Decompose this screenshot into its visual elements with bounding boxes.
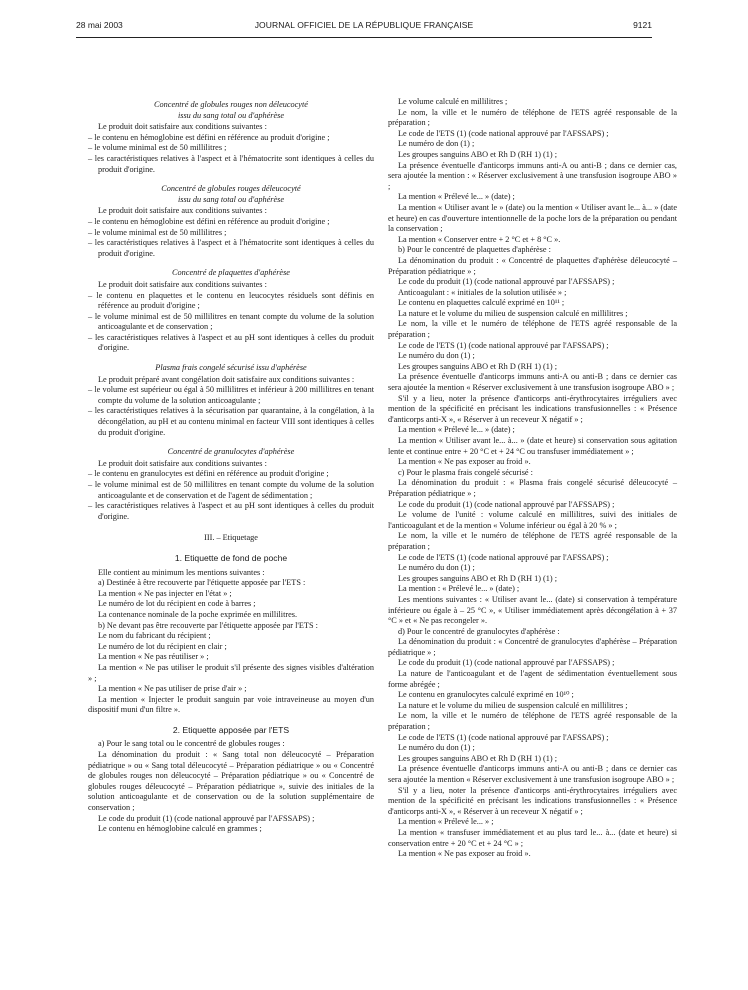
paragraph: La nature et le volume du milieu de suspension calculé en millilitres ; [398,308,628,318]
list-item: – le contenu en granulocytes est défini en référence au produit d'origine ; [88,469,374,480]
list-item: – les caractéristiques relatives à l'aspect et au pH sont identiques à celles du produit d'origine. [88,333,374,354]
paragraph: a) Pour le sang total ou le concentré de globules rouges : [98,739,285,749]
paragraph: La nature et le volume du milieu de suspension calculé en millilitres ; [398,700,628,710]
paragraph: Anticoagulant : « initiales de la solution utilisée » ; [398,287,567,297]
list-item: – les caractéristiques relatives à l'aspect et à l'hématocrite sont identiques à celles du produit d'origine. [88,154,374,175]
paragraph: Les groupes sanguins ABO et Rh D (RH 1) (1) ; [398,573,558,583]
paragraph: La présence éventuelle d'anticorps immuns anti-A ou anti-B ; dans ce dernier cas sera ajoutée la mention « Réserver exclusivement à une transfusion isogroupe ABO » ; [388,764,677,784]
paragraph: Le code de l'ETS (1) (code national approuvé par l'AFSSAPS) ; [398,128,609,138]
paragraph: La mention : « Prélevé le... » (date) ; [398,584,520,594]
paragraph: La dénomination du produit : « Concentré de granulocytes d'aphérèse – Préparation pédiatrique » ; [388,637,677,657]
paragraph: Le volume calculé en millilitres ; [398,97,508,106]
paragraph: a) Destinée à être recouverte par l'étiquette apposée par l'ETS : [98,578,306,588]
list-item: – les caractéristiques relatives à l'aspect et au pH sont identiques à celles du produit d'origine. [88,501,374,522]
list-item: – le contenu en plaquettes et le contenu en leucocytes résiduels sont définis en référence au produit d'origine ; [88,291,374,312]
section-title: Plasma frais congelé sécurisé issu d'aphérèse [155,363,307,373]
paragraph: La mention « Prélevé le... » ; [398,817,494,827]
list-item: – les caractéristiques relatives à l'aspect et à l'hématocrite sont identiques à celles du produit d'origine. [88,238,374,259]
paragraph: La mention « Ne pas exposer au froid ». [398,849,531,859]
paragraph: La mention « Ne pas injecter en l'état » ; [98,588,232,598]
list-item: – le contenu en hémoglobine est défini en référence au produit d'origine ; [88,217,374,228]
paragraph: Le numéro du don (1) ; [398,563,475,573]
paragraph: Le code de l'ETS (1) (code national approuvé par l'AFSSAPS) ; [398,340,609,350]
paragraph: La mention « Ne pas exposer au froid ». [398,457,531,467]
paragraph: c) Pour le plasma frais congelé sécurisé : [398,467,533,477]
paragraph: Le code du produit (1) (code national approuvé par l'AFSSAPS) ; [98,813,315,823]
paragraph: Le contenu en granulocytes calculé exprimé en 10¹⁰ ; [398,690,574,700]
paragraph: La présence éventuelle d'anticorps immuns anti-A ou anti-B ; dans ce dernier cas, sera ajoutée la mention : « Réserver exclusivement à une transfusion isogroupe ABO » ; [388,160,677,191]
paragraph: La mention « Ne pas utiliser le produit s'il présente des signes visibles d'altération » ; [88,662,374,683]
paragraph: Le code de l'ETS (1) (code national approuvé par l'AFSSAPS) ; [398,552,609,562]
page-number: 9121 [633,20,652,30]
paragraph: La mention « transfuser immédiatement et au plus tard le... à... (date et heure) si conservation entre + 20 °C et + 24 °C » ; [388,827,677,848]
paragraph: Le contenu en plaquettes calculé exprimé en 10¹¹ ; [398,298,565,308]
paragraph: Le numéro de lot du récipient en code à barres ; [98,599,256,609]
paragraph: Les groupes sanguins ABO et Rh D (RH 1) (1) ; [398,361,558,371]
paragraph: La présence éventuelle d'anticorps immuns anti-A ou anti-B ; dans ce dernier cas sera ajoutée la mention « Réserver exclusivement à une transfusion isogroupe ABO » ; [388,372,677,393]
paragraph: La mention « Conserver entre + 2 °C et + 8 °C ». [398,234,561,244]
paragraph: Le code du produit (1) (code national approuvé par l'AFSSAPS) ; [398,499,615,509]
paragraph: Le code du produit (1) (code national approuvé par l'AFSSAPS) ; [398,658,615,668]
journal-title: JOURNAL OFFICIEL DE LA RÉPUBLIQUE FRANÇAISE [254,20,474,30]
paragraph: d) Pour le concentré de granulocytes d'aphérèse : [398,626,560,636]
section-intro: Le produit doit satisfaire aux conditions suivantes : [98,206,267,216]
section-title: Concentré de globules rouges déleucocyté [161,184,301,194]
part-heading: III. – Etiquetage [204,533,258,543]
list-item: – le volume est supérieur ou égal à 50 millilitres et inférieur à 200 millilitres en tenant compte du volume de la solution anticoagulante ; [88,385,374,406]
paragraph: La mention « Prélevé le... » (date) ; [398,192,515,202]
paragraph: Elle contient au minimum les mentions suivantes : [98,567,265,577]
paragraph: Le nom du fabricant du récipient ; [98,631,211,641]
paragraph: Le code du produit (1) (code national approuvé par l'AFSSAPS) ; [398,277,615,287]
paragraph: La mention « Injecter le produit sanguin par voie intraveineuse au moyen d'un dispositif muni d'un filtre ». [88,694,374,715]
paragraph: Le code de l'ETS (1) (code national approuvé par l'AFSSAPS) ; [398,732,609,742]
paragraph: Le numéro de lot du récipient en clair ; [98,641,227,651]
paragraph: La mention « Prélevé le... » (date) ; [398,425,515,435]
section-intro: Le produit doit satisfaire aux conditions suivantes : [98,279,267,289]
list-item: – les caractéristiques relatives à la sécurisation par quarantaine, à la congélation, à la décongélation, au pH et au contenu minimal en facteur VIII sont identiques à celles du produit d'origine. [88,406,374,438]
paragraph: La mention « Utiliser avant le » (date) ou la mention « Utiliser avant le... à... » (date et heure) en cas d'ouverture intentionnelle de la poche lors de la préparation ou pendant la conservation ; [388,202,677,234]
paragraph: La dénomination du produit : « Plasma frais congelé sécurisé déleucocyté – Préparation pédiatrique » ; [388,478,677,498]
paragraph: La mention « Ne pas utiliser de prise d'air » ; [98,684,247,694]
list-item: – le volume minimal est de 50 millilitres ; [88,228,374,239]
paragraph: Le numéro du don (1) ; [398,351,475,361]
paragraph: Le numéro du don (1) ; [398,743,475,753]
paragraph: Les groupes sanguins ABO et Rh D (RH 1) (1) ; [398,149,558,159]
paragraph: Le nom, la ville et le numéro de téléphone de l'ETS agréé responsable de la préparation ; [388,107,677,128]
section-subtitle: issu du sang total ou d'aphérèse [177,110,285,120]
paragraph: Les mentions suivantes : « Utiliser avant le... (date) si conservation à température inférieure ou égale à – 25 °C », « Utiliser immédiatement après décongélation à + 37 °C » et « Ne pas recongeler ». [388,594,677,626]
page-header [76,20,652,36]
paragraph: Le numéro de don (1) ; [398,139,475,149]
list-item: – le volume minimal est de 50 millilitres ; [88,143,374,154]
paragraph: Le volume de l'unité : volume calculé en millilitres, suivi des initiales de l'anticoagulant et de la mention « Volume inférieur ou égal à 20 % » ; [388,510,677,530]
header-date: 28 mai 2003 [76,20,123,30]
section-title: Concentré de globules rouges non déleucocyté [154,100,308,109]
paragraph: La contenance nominale de la poche exprimée en millilitres. [98,609,298,619]
section-intro: Le produit doit satisfaire aux conditions suivantes : [98,458,267,468]
paragraph: La dénomination du produit : « Sang total non déleucocyté – Préparation pédiatrique » ou « Sang total déleucocyté – Préparation pédiatrique » ou « Concentré de globules rouges non déleucocyté – Préparation pédiatrique » ou « Concentré de globules rouges déleucocyté – Préparation pédiatrique », suivie des initiales de la solution anticoagulante et de conservation ou de la solution supplémentaire de conservation ; [88,750,374,813]
paragraph: La mention « Utiliser avant le... à... » (date et heure) si conservation sous agitation lente et continue entre + 20 °C et + 24 °C ou transfuser immédiatement » ; [388,436,677,456]
subsection-heading: 1. Etiquette de fond de poche [174,552,288,563]
section-title: Concentré de granulocytes d'aphérèse [167,447,295,457]
list-item: – le contenu en hémoglobine est défini en référence au produit d'origine ; [88,133,374,144]
paragraph: b) Ne devant pas être recouverte par l'étiquette apposée par l'ETS : [98,620,318,630]
right-column [388,97,677,860]
section-intro: Le produit préparé avant congélation doit satisfaire aux conditions suivantes : [98,374,355,384]
left-column [88,96,374,835]
paragraph: S'il y a lieu, noter la présence d'anticorps anti-érythrocytaires irréguliers avec mention de la spécificité en précisant les indications transfusionnelles : « Présence d'anticorps anti-X », « Réserver à un receveur X négatif » ; [388,393,677,424]
paragraph: Le nom, la ville et le numéro de téléphone de l'ETS agréé responsable de la préparation ; [388,711,677,732]
paragraph: Le contenu en hémoglobine calculé en grammes ; [98,824,262,834]
section-subtitle: issu du sang total ou d'aphérèse [177,194,285,204]
paragraph: Les groupes sanguins ABO et Rh D (RH 1) (1) ; [398,753,558,763]
header-rule [76,37,652,38]
list-item: – le volume minimal est de 50 millilitres en tenant compte du volume de la solution anticoagulante et de conservation et de l'agent de sédimentation ; [88,480,374,501]
section-title: Concentré de plaquettes d'aphérèse [172,268,290,278]
subsection-heading: 2. Etiquette apposée par l'ETS [172,724,290,735]
paragraph: La dénomination du produit : « Concentré de plaquettes d'aphérèse déleucocyté – Préparation pédiatrique » ; [388,255,677,276]
paragraph: La mention « Ne pas réutiliser » ; [98,652,209,662]
paragraph: La nature de l'anticoagulant et de l'agent de sédimentation éventuellement sous forme abrégée ; [388,669,677,689]
paragraph: S'il y a lieu, noter la présence d'anticorps anti-érythrocytaires irréguliers avec mention de la spécificité en précisant les indications transfusionnelles : « Présence d'anticorps anti-X », « Réserver à un receveur X négatif » ; [388,785,677,816]
section-intro: Le produit doit satisfaire aux conditions suivantes : [98,122,267,132]
paragraph: b) Pour le concentré de plaquettes d'aphérèse : [398,245,551,255]
paragraph: Le nom, la ville et le numéro de téléphone de l'ETS agréé responsable de la préparation ; [388,319,677,340]
list-item: – le volume minimal est de 50 millilitres en tenant compte du volume de la solution anticoagulante et de conservation ; [88,312,374,333]
paragraph: Le nom, la ville et le numéro de téléphone de l'ETS agréé responsable de la préparation ; [388,531,677,551]
